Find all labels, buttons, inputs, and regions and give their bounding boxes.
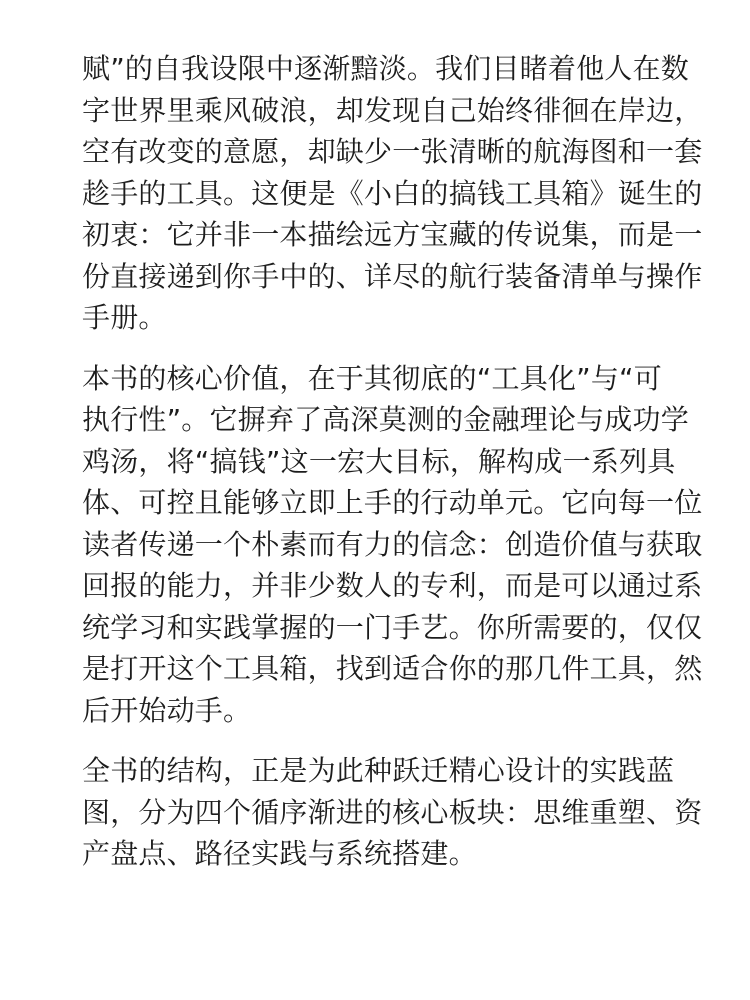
text-line: 执行性”。它摒弃了高深莫测的金融理论与成功学 — [82, 403, 689, 436]
text-line: 图，分为四个循序渐进的核心板块：思维重塑、资 — [82, 795, 703, 829]
paragraph-2 — [82, 358, 703, 732]
text-line: 初衷：它并非一本描绘远方宝藏的传说集，而是一 — [82, 218, 703, 251]
text-line: 空有改变的意愿，却缺少一张清晰的航海图和一套 — [82, 135, 703, 168]
text-line: 后开始动手。 — [82, 693, 252, 727]
text-line: 体、可控且能够立即上手的行动单元。它向每一位 — [82, 486, 703, 519]
body-text — [82, 48, 703, 894]
text-line: 读者传递一个朴素而有力的信念：创造价值与获取 — [82, 527, 703, 561]
text-line: 统学习和实践掌握的一门手艺。你所需要的，仅仅 — [82, 610, 703, 644]
paragraph-3 — [82, 750, 703, 875]
text-line: 本书的核心价值，在于其彻底的“工具化”与“可 — [82, 361, 662, 395]
text-line: 字世界里乘风破浪，却发现自己始终徘徊在岸边， — [82, 93, 703, 127]
paragraph-1 — [82, 48, 703, 339]
text-line: 趁手的工具。这便是《小白的搞钱工具箱》诞生的 — [82, 176, 703, 210]
text-line: 赋”的自我设限中逐渐黯淡。我们目睹着他人在数 — [82, 52, 689, 85]
text-line: 回报的能力，并非少数人的专利，而是可以通过系 — [82, 569, 703, 602]
text-line: 鸡汤，将“搞钱”这一宏大目标，解构成一系列具 — [82, 444, 676, 478]
text-line: 全书的结构，正是为此种跃迁精心设计的实践蓝 — [82, 754, 675, 787]
text-line: 产盘点、路径实践与系统搭建。 — [82, 837, 477, 870]
text-line: 是打开这个工具箱，找到适合你的那几件工具，然 — [82, 652, 703, 685]
text-line: 份直接递到你手中的、详尽的航行装备清单与操作 — [82, 259, 703, 293]
text-line: 手册。 — [82, 301, 167, 334]
